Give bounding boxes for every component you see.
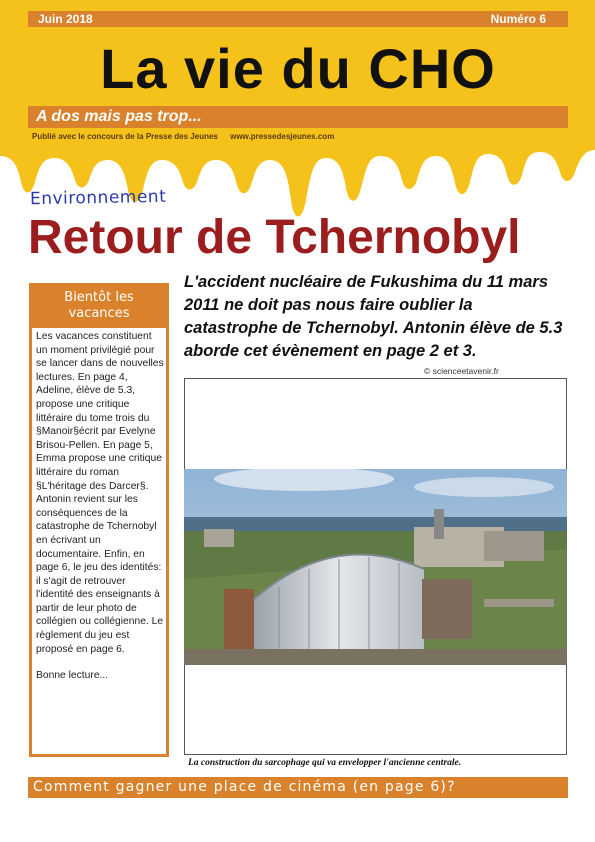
publication-credit xyxy=(32,132,334,141)
sidebar-title xyxy=(32,286,166,328)
publication-website: www.pressedesjeunes.com xyxy=(230,132,335,141)
tagline-bar xyxy=(28,106,568,128)
chernobyl-sarcophage-photo xyxy=(184,469,567,665)
publication-credit-text: Publié avec le concours de la Presse des Jeunes xyxy=(32,132,218,141)
tagline: A dos mais pas trop... xyxy=(36,108,202,125)
masthead-title: La vie du CHO xyxy=(100,37,496,100)
article-lead: L'accident nucléaire de Fukushima du 11 mars 2011 ne doit pas nous faire oublier la catastrophe de Tchernobyl. Antonin élève de 5.3 aborde cet évènement en page 2 et 3. xyxy=(184,273,563,360)
issue-number: Numéro 6 xyxy=(490,12,546,26)
footer-teaser-bar xyxy=(28,777,568,798)
sidebar-title-line1: Bientôt les xyxy=(64,290,134,305)
issue-date: Juin 2018 xyxy=(38,12,93,26)
sidebar-box xyxy=(29,283,169,757)
sidebar-title-line2: vacances xyxy=(68,306,130,321)
photo-caption: La construction du sarcophage qui va envelopper l'ancienne centrale. xyxy=(188,758,462,768)
sidebar-paragraph: Les vacances constituent un moment privilégié pour se lancer dans de nouvelles lectures. En page 4, Adeline, élève de 5.3, propose une critique littéraire du tome trois du §Manoir§écrit par Evelyne Brisou-Pellen. En page 5, Emma propose une critique littéraire du roman §L'héritage des Darcer§. Antonin revient sur les conséquences de la catastrophe de Tchernobyl en écrivant un documentaire. Enfin, en page 6, le jeu des identités: il s'agit de retrouver l'identité des enseignants à partir de leur photo de collégien ou collégienne. Le règlement du jeu est proposé en page 6. xyxy=(36,331,164,655)
sidebar-text xyxy=(36,330,164,696)
section-label: Environnement xyxy=(29,186,167,210)
sidebar-signoff: Bonne lecture... xyxy=(36,670,109,682)
footer-teaser: Comment gagner une place de cinéma (en page 6)? xyxy=(33,779,456,795)
issue-bar xyxy=(28,11,568,27)
photo-credit: © scienceetavenir.fr xyxy=(424,366,499,376)
article-headline: Retour de Tchernobyl xyxy=(28,211,521,264)
